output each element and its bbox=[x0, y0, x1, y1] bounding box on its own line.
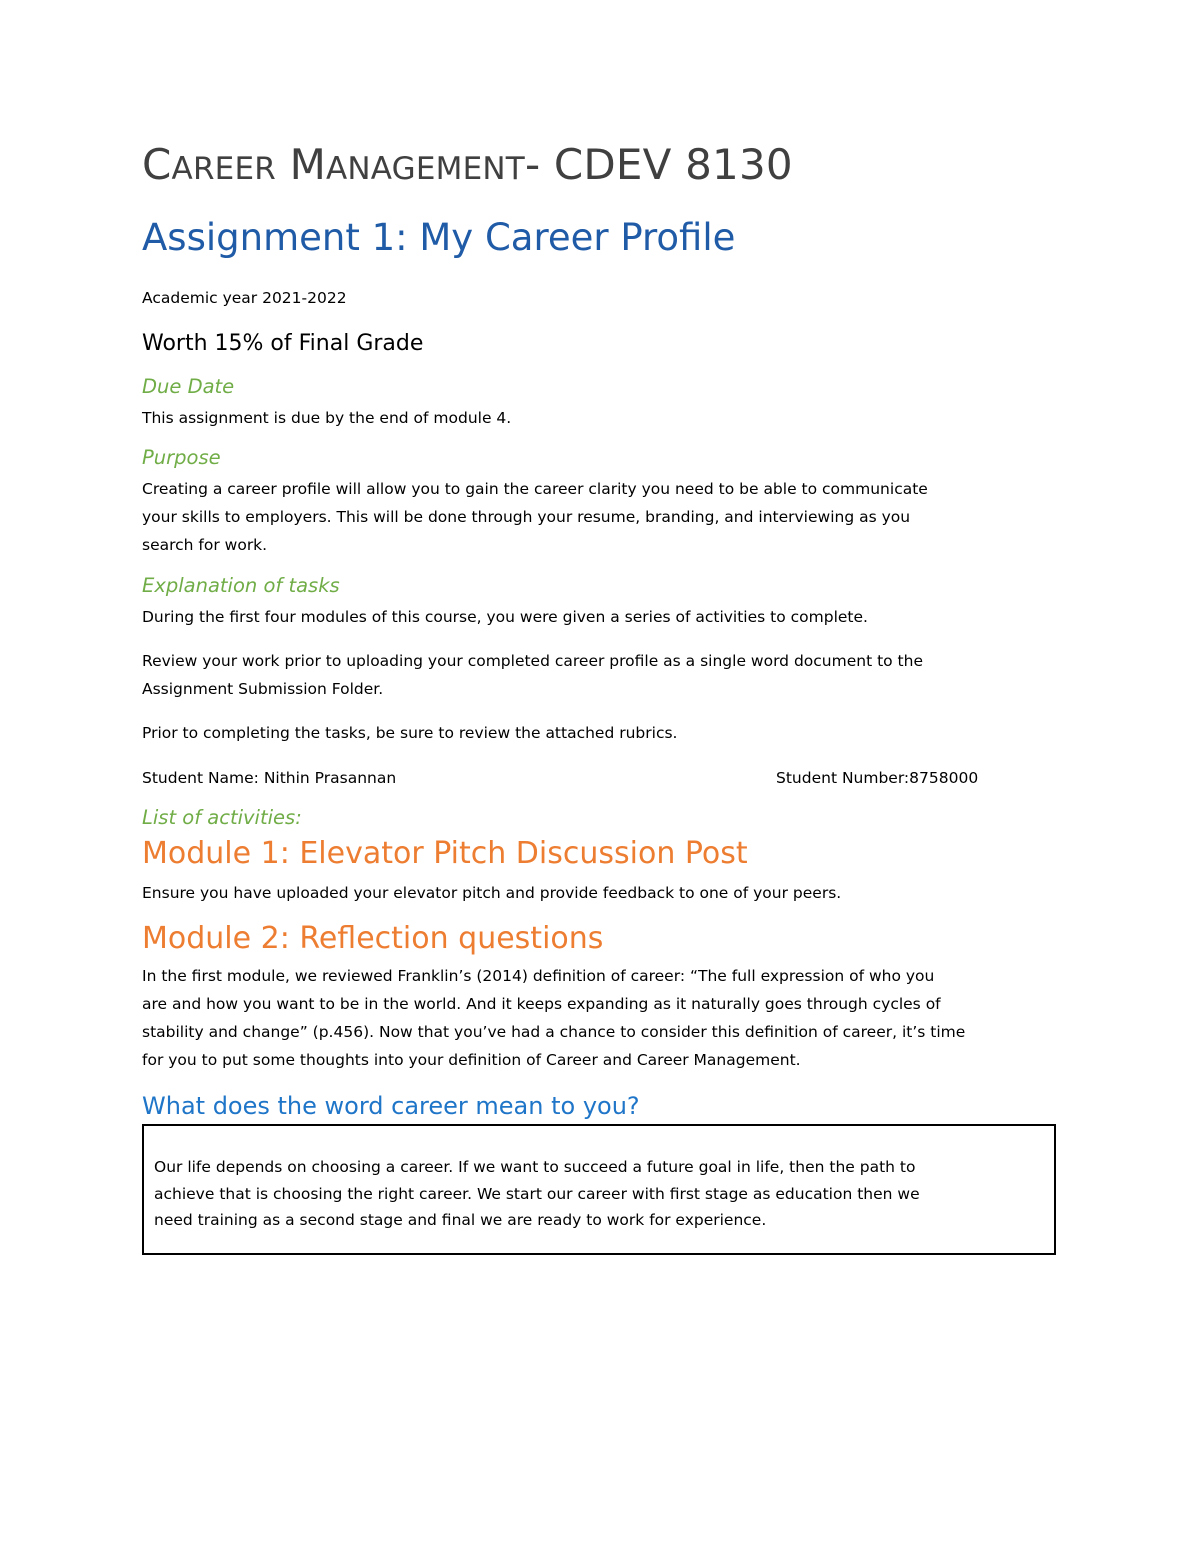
module-2-line-1: In the first module, we reviewed Franklin’s (2014) definition of career: “The full expression of who you bbox=[142, 967, 935, 985]
course-title-anagement: ANAGEMENT bbox=[326, 151, 525, 187]
answer-box[interactable] bbox=[142, 1124, 1056, 1255]
purpose-line-3: search for work. bbox=[142, 536, 268, 554]
due-date-text: This assignment is due by the end of module 4. bbox=[142, 409, 512, 427]
course-title-m: M bbox=[289, 140, 326, 189]
course-title-code: - CDEV 8130 bbox=[524, 140, 793, 189]
assignment-title: Assignment 1: My Career Profile bbox=[142, 216, 736, 259]
explanation-paragraph-1: During the first four modules of this course, you were given a series of activities to complete. bbox=[142, 608, 868, 626]
course-title bbox=[142, 140, 793, 189]
module-1-text: Ensure you have uploaded your elevator pitch and provide feedback to one of your peers. bbox=[142, 884, 842, 902]
module-2-line-4: for you to put some thoughts into your definition of Career and Career Management. bbox=[142, 1051, 801, 1069]
course-title-areer: AREER bbox=[171, 151, 276, 187]
module-2-line-2: are and how you want to be in the world. And it keeps expanding as it naturally goes through cycles of bbox=[142, 995, 941, 1013]
module-1-heading: Module 1: Elevator Pitch Discussion Post bbox=[142, 836, 748, 871]
purpose-line-2: your skills to employers. This will be done through your resume, branding, and interviewing as you bbox=[142, 508, 911, 526]
answer-line-2: achieve that is choosing the right career. We start our career with first stage as education then we bbox=[154, 1184, 920, 1203]
question-1-heading: What does the word career mean to you? bbox=[142, 1092, 640, 1120]
purpose-line-1: Creating a career profile will allow you to gain the career clarity you need to be able to communicate bbox=[142, 480, 928, 498]
explanation-paragraph-2-line-1: Review your work prior to uploading your completed career profile as a single word document to the bbox=[142, 652, 923, 670]
answer-line-1: Our life depends on choosing a career. If we want to succeed a future goal in life, then the path to bbox=[154, 1158, 916, 1176]
purpose-heading: Purpose bbox=[142, 446, 221, 469]
explanation-paragraph-3: Prior to completing the tasks, be sure to review the attached rubrics. bbox=[142, 724, 678, 742]
worth-heading: Worth 15% of Final Grade bbox=[142, 331, 424, 356]
student-name: Student Name: Nithin Prasannan bbox=[142, 769, 397, 787]
explanation-heading: Explanation of tasks bbox=[142, 574, 340, 597]
activities-heading: List of activities: bbox=[142, 806, 302, 829]
answer-line-3: need training as a second stage and final we are ready to work for experience. bbox=[154, 1211, 767, 1229]
due-date-heading: Due Date bbox=[142, 375, 235, 398]
academic-year: Academic year 2021-2022 bbox=[142, 289, 347, 307]
module-2-heading: Module 2: Reflection questions bbox=[142, 921, 604, 956]
answer-text bbox=[154, 1154, 1044, 1234]
student-number: Student Number:8758000 bbox=[776, 769, 979, 787]
module-2-line-3: stability and change” (p.456). Now that you’ve had a chance to consider this definition of career, it’s time bbox=[142, 1023, 966, 1041]
course-title-c: C bbox=[142, 140, 172, 189]
explanation-paragraph-2-line-2: Assignment Submission Folder. bbox=[142, 680, 384, 698]
